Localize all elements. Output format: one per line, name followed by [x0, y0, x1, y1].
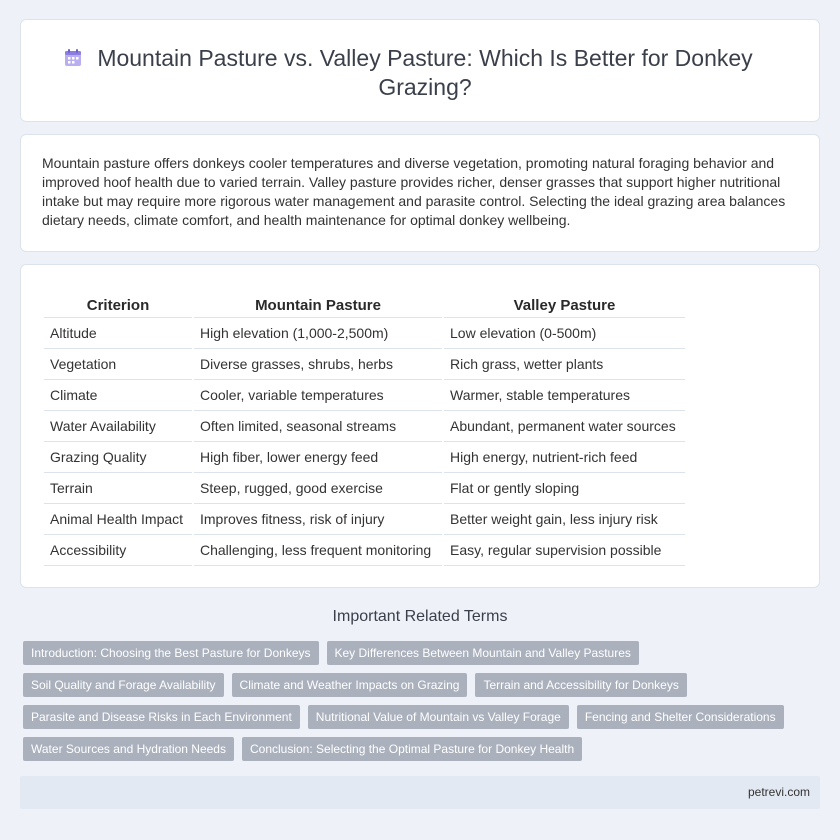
comparison-table [42, 293, 687, 566]
cell-criterion: Water Availability [44, 411, 192, 442]
related-term-link[interactable]: Conclusion: Selecting the Optimal Pasture for Donkey Health [242, 737, 582, 761]
cell-mountain: Cooler, variable temperatures [194, 380, 442, 411]
cell-criterion: Climate [44, 380, 192, 411]
table-row [44, 349, 685, 380]
cell-valley: Warmer, stable temperatures [444, 380, 685, 411]
cell-criterion: Grazing Quality [44, 442, 192, 473]
footer [20, 776, 820, 809]
cell-valley: Low elevation (0-500m) [444, 318, 685, 349]
cell-valley: Rich grass, wetter plants [444, 349, 685, 380]
cell-valley: Better weight gain, less injury risk [444, 504, 685, 535]
cell-valley: Easy, regular supervision possible [444, 535, 685, 566]
cell-valley: High energy, nutrient-rich feed [444, 442, 685, 473]
related-term-link[interactable]: Introduction: Choosing the Best Pasture for Donkeys [23, 641, 319, 665]
calendar-icon [63, 48, 83, 68]
site-name[interactable]: petrevi.com [747, 785, 810, 799]
related-term-link[interactable]: Parasite and Disease Risks in Each Environment [23, 705, 300, 729]
table-row [44, 473, 685, 504]
page-title: Mountain Pasture vs. Valley Pasture: Which Is Better for Donkey Grazing? [97, 45, 753, 100]
table-row [44, 504, 685, 535]
related-term-link[interactable]: Climate and Weather Impacts on Grazing [232, 673, 468, 697]
table-row [44, 318, 685, 349]
header-criterion: Criterion [44, 293, 192, 318]
tag-row [23, 641, 823, 665]
tag-row [23, 673, 823, 697]
header-valley: Valley Pasture [444, 293, 685, 318]
table-card [20, 264, 820, 588]
table-header-row [44, 293, 685, 318]
related-term-link[interactable]: Fencing and Shelter Considerations [577, 705, 784, 729]
table-row [44, 411, 685, 442]
summary-card [20, 134, 820, 252]
cell-mountain: High elevation (1,000-2,500m) [194, 318, 442, 349]
cell-mountain: Diverse grasses, shrubs, herbs [194, 349, 442, 380]
cell-mountain: Improves fitness, risk of injury [194, 504, 442, 535]
cell-criterion: Vegetation [44, 349, 192, 380]
related-terms-list [23, 641, 823, 769]
cell-mountain: High fiber, lower energy feed [194, 442, 442, 473]
related-terms-title: Important Related Terms [332, 608, 508, 625]
cell-criterion: Altitude [44, 318, 192, 349]
cell-valley: Flat or gently sloping [444, 473, 685, 504]
header-mountain: Mountain Pasture [194, 293, 442, 318]
related-term-link[interactable]: Nutritional Value of Mountain vs Valley Forage [308, 705, 569, 729]
table-row [44, 535, 685, 566]
title-wrap [21, 44, 819, 102]
related-term-link[interactable]: Terrain and Accessibility for Donkeys [475, 673, 686, 697]
cell-mountain: Challenging, less frequent monitoring [194, 535, 442, 566]
summary-text: Mountain pasture offers donkeys cooler temperatures and diverse vegetation, promoting natural foraging behavior and improved hoof health due to varied terrain. Valley pasture provides richer, denser grasses that support higher nutritional intake but may require more rigorous water management and parasite control. Selecting the ideal grazing area balances dietary needs, climate comfort, and health maintenance for optimal donkey wellbeing. [42, 155, 786, 228]
cell-criterion: Animal Health Impact [44, 504, 192, 535]
tag-row [23, 705, 823, 729]
related-term-link[interactable]: Soil Quality and Forage Availability [23, 673, 224, 697]
header-card [20, 19, 820, 122]
cell-criterion: Accessibility [44, 535, 192, 566]
table-row [44, 380, 685, 411]
table-row [44, 442, 685, 473]
cell-mountain: Steep, rugged, good exercise [194, 473, 442, 504]
related-term-link[interactable]: Key Differences Between Mountain and Valley Pastures [327, 641, 639, 665]
tag-row [23, 737, 823, 761]
cell-mountain: Often limited, seasonal streams [194, 411, 442, 442]
cell-valley: Abundant, permanent water sources [444, 411, 685, 442]
related-term-link[interactable]: Water Sources and Hydration Needs [23, 737, 234, 761]
cell-criterion: Terrain [44, 473, 192, 504]
